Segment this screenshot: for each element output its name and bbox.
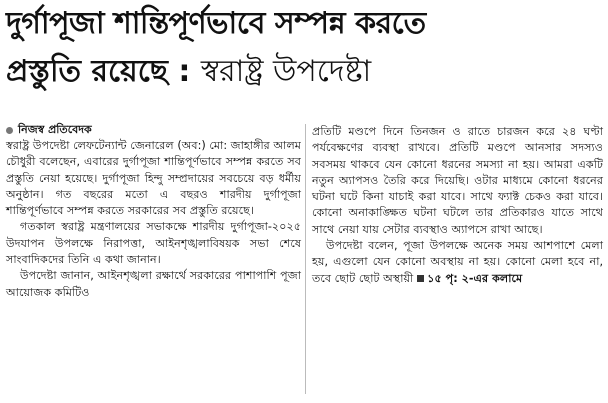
right-column <box>312 124 603 287</box>
paragraph-text: উপদেষ্টা বলেন, পূজা উপলক্ষে অনেক সময় আশপাশে মেলা হয়, এগুলো যেন কোনো অবস্থায় না হয়। কোনো মেলা হবে না, তবে ছোট ছোট অস্থায়ী <box>312 239 603 285</box>
headline-line-2 <box>6 50 602 94</box>
byline-text: নিজস্ব প্রতিবেদক <box>18 123 92 136</box>
paragraph: স্বরাষ্ট্র উপদেষ্টা লেফটেন্যান্ট জেনারেল (অব:) মো: জাহাঙ্গীর আলম চৌধুরী বলেছেন, এবারের দুর্গাপূজা শান্তিপূর্ণভাবে সম্পন্ন করতে সব প্রস্তুতি নেয়া হয়েছে। দুর্গাপূজা হিন্দু সম্প্রদায়ের সবচেয়ে বড় ধর্মীয় অনুষ্ঠান। গত বছরের মতো এ বছরও শারদীয় দুর্গাপূজা শান্তিপূর্ণভাবে সম্পন্ন করতে সরকারের সব প্রস্তুতি রয়েছে। <box>6 139 301 218</box>
paragraph: প্রতিটি মণ্ডপে দিনে তিনজন ও রাতে চারজন করে ২৪ ঘণ্টা পর্যবেক্ষণের ব্যবস্থা রাখবে। প্রতিটি মণ্ডপে আনসার সদস্যও সবসময় থাকবে যেন কোনো ধরনের সমস্যা না হয়। আমরা একটি নতুন অ্যাপসও তৈরি করে দিয়েছি। ওটার মাধ্যমে কোনো ধরনের ঘটনা ঘটে কিনা যাচাই করা যাবে। সাথে ফ্যাক্ট চেকও করা যাবে। কোনো অনাকাঙ্ক্ষিত ঘটনা ঘটলে তার প্রতিকারও যাতে সাথে সাথে নেয়া যায় সেটার ব্যবস্থাও অ্যাপসে রাখা আছে। <box>312 125 603 236</box>
paragraph: উপদেষ্টা জানান, আইনশৃঙ্খলা রক্ষার্থে সরকারের পাশাপাশি পূজা আয়োজক কমিটিও <box>6 269 301 299</box>
continuation-text: ১৫ পৃ: ২-এর কলামে <box>427 271 523 285</box>
bullet-icon <box>6 127 13 134</box>
paragraph <box>312 238 603 287</box>
paragraph: গতকাল স্বরাষ্ট্র মন্ত্রণালয়ের সভাকক্ষে শারদীয় দুর্গাপূজা-২০২৫ উদযাপন উপলক্ষে নিরাপত্তা, আইনশৃঙ্খলাবিষয়ক সভা শেষে সাংবাদিকদের তিনি এ কথা জানান। <box>6 220 301 267</box>
headline-separator: : <box>167 54 201 89</box>
left-column <box>6 138 301 301</box>
headline-main-part: প্রস্তুতি রয়েছে <box>6 54 168 89</box>
headline-line-1: দুর্গাপূজা শান্তিপূর্ণভাবে সম্পন্ন করতে <box>6 6 426 41</box>
continuation-note[interactable] <box>413 272 522 285</box>
headline <box>6 2 602 94</box>
column-divider <box>305 124 306 394</box>
square-bullet-icon <box>417 275 424 282</box>
headline-attribution: স্বরাষ্ট্র উপদেষ্টা <box>200 54 372 89</box>
